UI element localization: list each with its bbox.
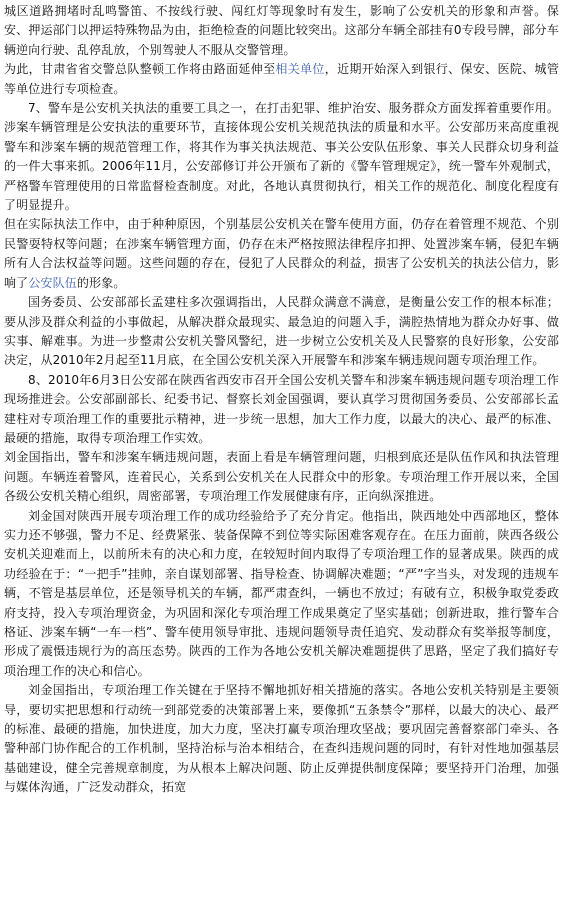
inline-link[interactable]: 公安队伍 (28, 275, 77, 290)
paragraph-text: 为此，甘肃省省交警总队整顿工作将由路面延伸至 (4, 62, 276, 77)
paragraph (4, 215, 559, 293)
paragraph: 刘金国对陕西开展专项治理工作的成功经验给予了充分肯定。他指出，陕西地处中西部地区，整体实力还不够强，警力不足、经费紧张、装备保障不到位等实际困难客观存在。在压力面前，陕西各级公安机关迎难而上，以前所未有的决心和力度，在较短时间内取得了专项治理工作的显著成果。陕西的成功经验在于：“一把手”挂帅，亲自谋划部署、指导检查、协调解决难题；“严”字当头，对发现的违规车辆，不管是基层单位，还是领导机关的车辆，都严肃查纠，一辆也不放过；有破有立，积极争取党委政府支持，投入专项治理资金，为巩固和深化专项治理工作成果奠定了坚实基础；创新进取，推行警车合格证、涉案车辆“一车一档”、警车使用领导审批、违规问题领导责任追究、发动群众有奖举报等制度，形成了震慑违规行为的高压态势。陕西的工作为各地公安机关解决难题提供了思路，坚定了我们搞好专项治理工作的决心和信心。 (4, 508, 559, 678)
paragraph: 刘金国指出，警车和涉案车辆违规问题，表面上看是车辆管理问题，归根到底还是队伍作风和执法管理问题。车辆连着警风，连着民心，关系到公安机关在人民群众中的形象。专项治理工作开展以来，全国各级公安机关精心组织，周密部署，专项治理工作发展健康有序，正向纵深推进。 (4, 450, 559, 504)
paragraph-text: 的形象。 (76, 275, 126, 290)
paragraph (4, 60, 559, 99)
paragraph-text: 但在实际执法工作中，由于种种原因，个别基层公安机关在警车使用方面，仍存在着管理不规范、个别民警耍特权等问题；在涉案车辆管理方面，仍存在未严格按照法律程序扣押、处置涉案车辆，侵犯车辆所有人合法权益等问题。这些问题的存在，侵犯了人民群众的利益，损害了公安机关的执法公信力，影响了 (4, 217, 559, 290)
paragraph: 刘金国指出，专项治理工作关键在于坚持不懈地抓好相关措施的落实。各地公安机关特别是主要领导，要切实把思想和行动统一到部党委的决策部署上来，要像抓“五条禁令”那样，以最大的决心、最严的标准、最硬的措施，加快进度，加大力度，坚决打赢专项治理攻坚战；要巩固完善督察部门牵头、各警种部门协作配合的工作机制，坚持治标与治本相结合，在查纠违规问题的同时，有针对性地加强基层基础建设，健全完善规章制度，为从根本上解决问题、防止反弹提供制度保障；要坚持开门治理，加强与媒体沟通，广泛发动群众，拓宽 (4, 683, 559, 795)
paragraph: 城区道路拥堵时乱鸣警笛、不按线行驶、闯红灯等现象时有发生，影响了公安机关的形象和声誉。保安、押运部门以押运特殊物品为由，拒绝检查的问题比较突出。这部分车辆全部挂有0专段号牌，部分车辆逆向行驶、乱停乱放，个别驾驶人不服从交警管理。 (4, 4, 559, 57)
inline-link[interactable]: 相关单位 (275, 62, 325, 77)
paragraph: 国务委员、公安部部长孟建柱多次强调指出，人民群众满意不满意，是衡量公安工作的根本标准；要从涉及群众利益的小事做起，从解决群众最现实、最急迫的问题入手，满腔热情地为群众办好事、做实事、解难事。为进一步整肃公安机关警风警纪，进一步树立公安机关及人民警察的良好形象，公安部决定，从2010年2月起至11月底，在全国公安机关深入开展警车和涉案车辆违规问题专项治理工作。 (4, 295, 559, 368)
paragraph: 7、警车是公安机关执法的重要工具之一，在打击犯罪、维护治安、服务群众方面发挥着重要作用。涉案车辆管理是公安执法的重要环节，直接体现公安机关规范执法的质量和水平。公安部历来高度重视警车和涉案车辆的规范管理工作，将其作为事关执法规范、事关公安队伍形象、事关人民群众切身利益的一件大事来抓。2006年11月，公安部修订并公开颁布了新的《警车管理规定》，统一警车外观制式，严格警车管理使用的日常监督检查制度。对此，各地认真贯彻执行，相关工作的规范化、制度化程度有了明显提升。 (4, 101, 559, 213)
paragraph-text: ，近期开始深入到银行、保安、医院、城管等单位进行专项检查。 (4, 62, 559, 96)
paragraph: 8、2010年6月3日公安部在陕西省西安市召开全国公安机关警车和涉案车辆违规问题专项治理工作现场推进会。公安部副部长、纪委书记、督察长刘金国强调，要认真学习贯彻国务委员、公安部部长孟建柱对专项治理工作的重要批示精神，进一步统一思想，加大工作力度，以最大的决心、最严的标准、最硬的措施，取得专项治理工作实效。 (4, 372, 559, 445)
